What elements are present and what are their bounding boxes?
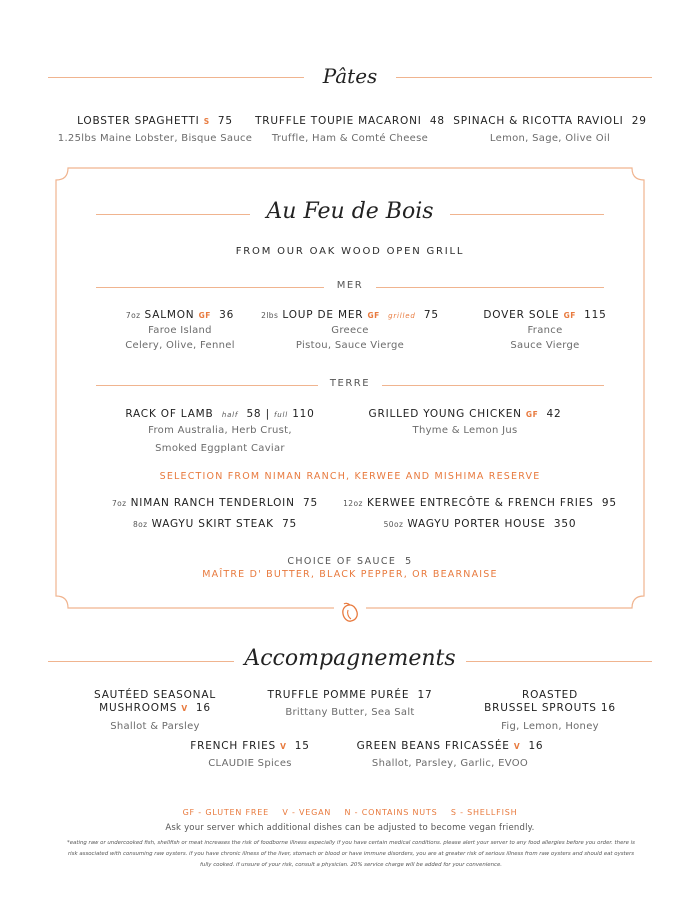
terre-label: TERRE [329, 378, 371, 389]
mer-rule-right [376, 287, 604, 288]
mer-item-salmon: 7oz SALMON GF 36 Faroe Island Celery, Olive, Fennel [125, 309, 235, 351]
grill-title: Au Feu de Bois [266, 199, 434, 224]
steak-skirt: 8oz WAGYU SKIRT STEAK 75 [132, 518, 298, 530]
vegan-note: Ask your server which additional dishes can be adjusted to become vegan friendly. [165, 823, 535, 833]
sides-rule-right [466, 661, 652, 662]
sides-rule-left [48, 661, 234, 662]
terre-rule-left [96, 385, 318, 386]
selection-note: SELECTION FROM NIMAN RANCH, KERWEE AND MISHIMA RESERVE [159, 471, 541, 482]
pates-item-lobster: LOBSTER SPAGHETTI S 75 1.25lbs Maine Lobster, Bisque Sauce [57, 115, 253, 144]
steak-entrecote: 12oz KERWEE ENTRECÔTE & FRENCH FRIES 95 [343, 497, 617, 509]
disclaimer: *eating raw or undercooked fish, shellfish or meat increases the risk of foodborne illness especially if you have certain medical conditions. please alert your server to any food allergies before you order. there is risk associated with consuming raw oysters. if you have chronic illness of the liver, stomach or blood or have immune disorders, you are at greater risk of serious illness from raw oysters and should eat oysters fully cooked. if unsure of your risk, consult a physician. 20% service charge will be added for your convenience. [67, 840, 635, 868]
side-green-beans: GREEN BEANS FRICASSÉE V 16 Shallot, Parsley, Garlic, EVOO [356, 740, 544, 769]
side-pomme-puree: TRUFFLE POMME PURÉE 17 Brittany Butter, Sea Salt [267, 689, 433, 718]
mer-item-dover-sole: DOVER SOLE GF 115 France Sauce Vierge [483, 309, 607, 351]
terre-item-chicken: GRILLED YOUNG CHICKEN GF 42 Thyme & Lemon Jus [368, 408, 562, 436]
grill-rule-left [96, 214, 250, 215]
steak-porterhouse: 50oz WAGYU PORTER HOUSE 350 [383, 518, 577, 530]
dietary-legend: GF - GLUTEN FREE V - VEGAN N - CONTAINS NUTS S - SHELLFISH [182, 808, 518, 817]
pates-item-ravioli: SPINACH & RICOTTA RAVIOLI 29 Lemon, Sage, Olive Oil [453, 115, 647, 144]
terre-item-lamb: RACK OF LAMB half 58 | full 110 From Australia, Herb Crust, Smoked Eggplant Caviar [125, 408, 315, 454]
grill-rule-right [450, 214, 604, 215]
mer-label: MER [336, 280, 364, 291]
peach-logo-icon [339, 602, 361, 624]
side-french-fries: FRENCH FRIES V 15 CLAUDIE Spices [190, 740, 310, 769]
side-brussel-sprouts: ROASTED BRUSSEL SPROUTS 16 Fig, Lemon, Honey [484, 689, 616, 732]
steak-tenderloin: 7oz NIMAN RANCH TENDERLOIN 75 [112, 497, 318, 509]
terre-rule-right [382, 385, 604, 386]
pates-title: Pâtes [322, 64, 378, 88]
sauce-heading: CHOICE OF SAUCE 5 [287, 556, 413, 567]
mer-item-loup: 2lbs LOUP DE MER GF grilled 75 Greece Pistou, Sauce Vierge [261, 309, 439, 351]
pates-item-macaroni: TRUFFLE TOUPIE MACARONI 48 Truffle, Ham & Comté Cheese [255, 115, 445, 144]
sauce-options: MAÎTRE D' BUTTER, BLACK PEPPER, OR BEARNAISE [202, 569, 498, 580]
sides-title: Accompagnements [244, 646, 456, 671]
grill-subtitle: FROM OUR OAK WOOD OPEN GRILL [235, 246, 465, 257]
mer-rule-left [96, 287, 324, 288]
side-mushrooms: SAUTÉED SEASONAL MUSHROOMS V 16 Shallot & Parsley [94, 689, 216, 732]
